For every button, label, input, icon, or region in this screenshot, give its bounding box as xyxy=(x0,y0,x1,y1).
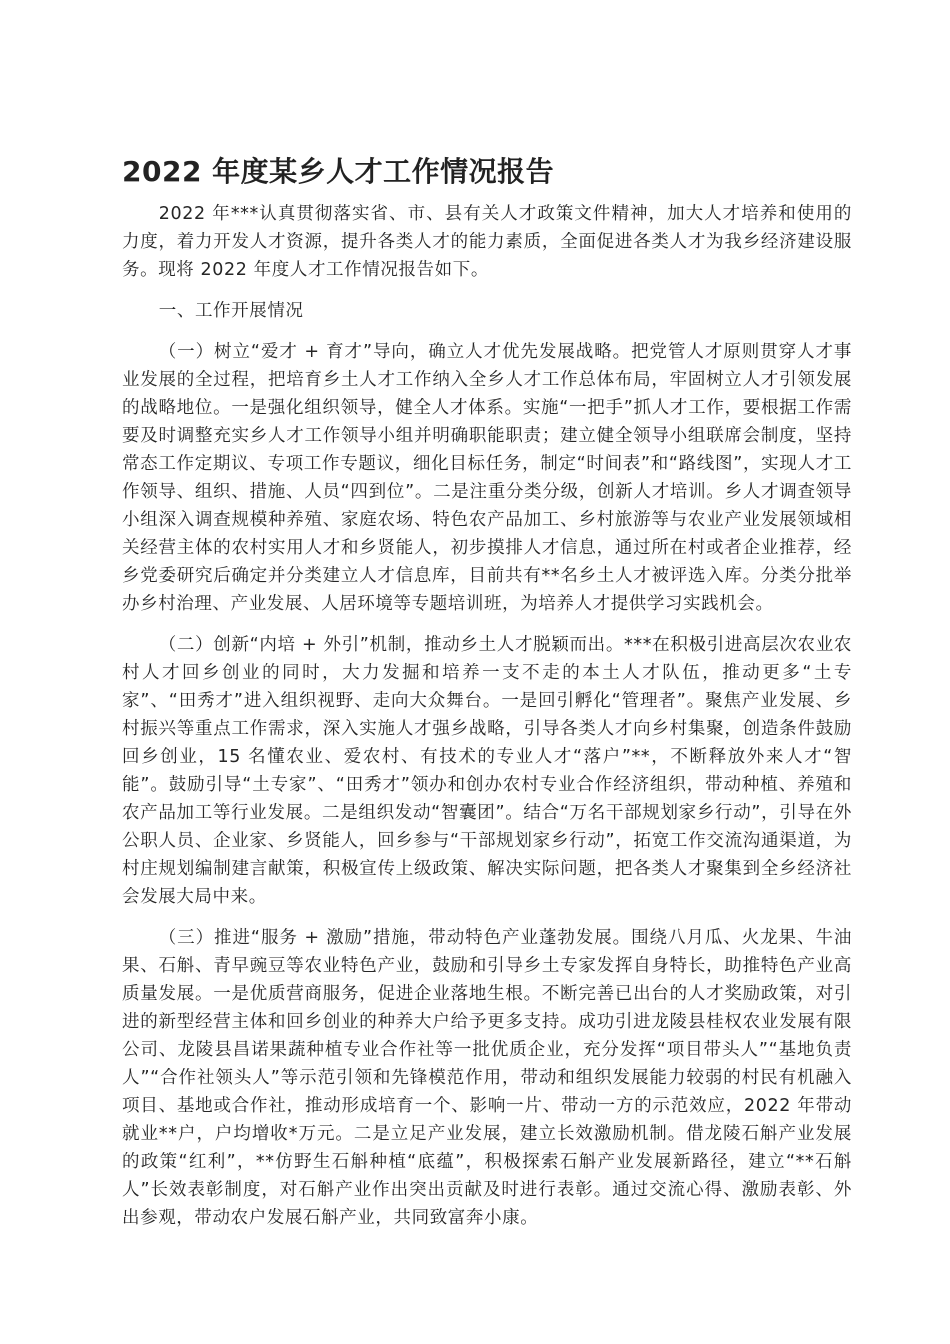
body-paragraph-1: （一）树立“爱才 + 育才”导向，确立人才优先发展战略。把党管人才原则贯穿人才事业发展的全过程，把培育乡土人才工作纳入全乡人才工作总体布局，牢固树立人才引领发展的战略地位。一是强化组织领导，健全人才体系。实施“一把手”抓人才工作，要根据工作需要及时调整充实乡人才工作领导小组并明确职能职责；建立健全领导小组联席会制度，坚持常态工作定期议、专项工作专题议，细化目标任务，制定“时间表”和“路线图”，实现人才工作领导、组织、措施、人员“四到位”。二是注重分类分级，创新人才培训。乡人才调查领导小组深入调查规模种养殖、家庭农场、特色农产品加工、乡村旅游等与农业产业发展领域相关经营主体的农村实用人才和乡贤能人，初步摸排人才信息，通过所在村或者企业推荐，经乡党委研究后确定并分类建立人才信息库，目前共有**名乡土人才被评选入库。分类分批举办乡村治理、产业发展、人居环境等专题培训班，为培养人才提供学习实践机会。 xyxy=(122,342,852,614)
document-title: 2022 年度某乡人才工作情况报告 xyxy=(122,155,555,188)
body-paragraph-3: （三）推进“服务 + 激励”措施，带动特色产业蓬勃发展。围绕八月瓜、火龙果、牛油果、石斛、青早豌豆等农业特色产业，鼓励和引导乡土专家发挥自身特长，助推特色产业高质量发展。一是优质营商服务，促进企业落地生根。不断完善已出台的人才奖励政策，对引进的新型经营主体和回乡创业的种养大户给予更多支持。成功引进龙陵县桂权农业发展有限公司、龙陵县昌诺果蔬种植专业合作社等一批优质企业，充分发挥“项目带头人”“基地负责人”“合作社领头人”等示范引领和先锋模范作用，带动和组织发展能力较弱的村民有机融入项目、基地或合作社，推动形成培育一个、影响一片、带动一方的示范效应，2022 年带动就业**户，户均增收*万元。二是立足产业发展，建立长效激励机制。借龙陵石斛产业发展的政策“红利”，**仿野生石斛种植“底蕴”，积极探索石斛产业发展新路径，建立“**石斛人”长效表彰制度，对石斛产业作出突出贡献及时进行表彰。通过交流心得、激励表彰、外出参观，带动农户发展石斛产业，共同致富奔小康。 xyxy=(122,928,852,1228)
body-paragraph-2: （二）创新“内培 + 外引”机制，推动乡土人才脱颖而出。***在积极引进高层次农业农村人才回乡创业的同时，大力发掘和培养一支不走的本土人才队伍，推动更多“土专家”、“田秀才”进入组织视野、走向大众舞台。一是回引孵化“管理者”。聚焦产业发展、乡村振兴等重点工作需求，深入实施人才强乡战略，引导各类人才向乡村集聚，创造条件鼓励回乡创业，15 名懂农业、爱农村、有技术的专业人才“落户”**，不断释放外来人才“智能”。鼓励引导“土专家”、“田秀才”领办和创办农村专业合作经济组织，带动种植、养殖和农产品加工等行业发展。二是组织发动“智囊团”。结合“万名干部规划家乡行动”，引导在外公职人员、企业家、乡贤能人，回乡参与“干部规划家乡行动”，拓宽工作交流沟通渠道，为村庄规划编制建言献策，积极宣传上级政策、解决实际问题，把各类人才聚集到全乡经济社会发展大局中来。 xyxy=(122,635,852,907)
document-page xyxy=(122,150,852,1245)
intro-paragraph: 2022 年***认真贯彻落实省、市、县有关人才政策文件精神，加大人才培养和使用的力度，着力开发人才资源，提升各类人才的能力素质，全面促进各类人才为我乡经济建设服务。现将 2022 年度人才工作情况报告如下。 xyxy=(122,204,852,280)
section-heading: 一、工作开展情况 xyxy=(158,301,304,321)
